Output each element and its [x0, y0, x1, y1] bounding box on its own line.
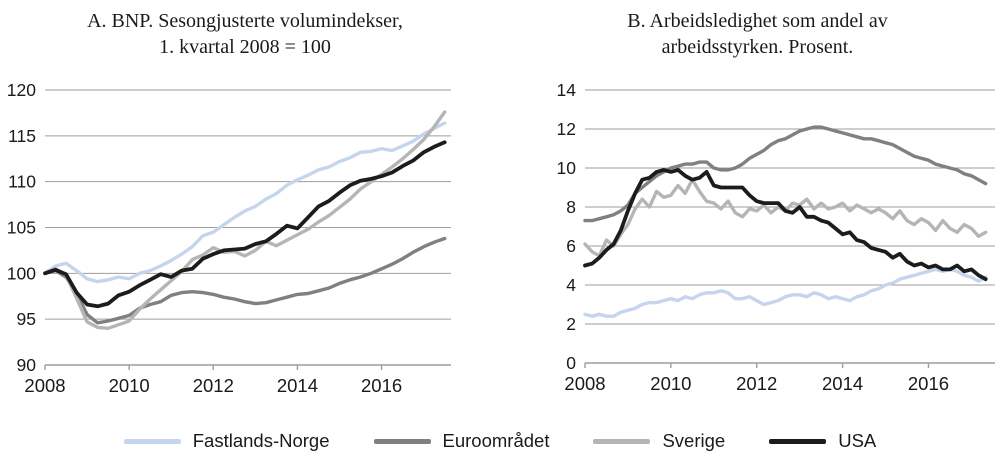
legend — [0, 430, 1000, 452]
y-tick-label: 10 — [556, 158, 576, 178]
chart-b-title — [515, 8, 1000, 60]
y-tick-label: 0 — [566, 353, 576, 373]
gridlines — [45, 90, 451, 319]
x-tick-label: 2008 — [564, 373, 606, 394]
legend-line-euroomradet-icon — [374, 439, 431, 444]
legend-line-sverige-icon — [593, 439, 650, 444]
x-tick-label: 2014 — [822, 373, 864, 394]
legend-label-fastlands-norge: Fastlands-Norge — [192, 430, 330, 451]
legend-item-fastlands-norge — [124, 430, 330, 452]
y-tick-label: 8 — [566, 197, 576, 217]
series-line-sverige — [45, 112, 445, 328]
series-line-fastlands-norge — [45, 123, 445, 282]
legend-item-euroomradet — [374, 430, 550, 452]
x-tick-label: 2008 — [24, 375, 66, 396]
y-tick-label: 6 — [566, 236, 576, 256]
y-tick-label: 115 — [8, 125, 36, 146]
chart-a-plot — [0, 68, 490, 403]
chart-a-title-line2: 1. kvartal 2008 = 100 — [159, 36, 331, 58]
chart-a-title-line1: A. BNP. Sesongjusterte volumindekser, — [87, 10, 403, 32]
y-tick-label: 110 — [8, 171, 36, 192]
y-tick-label: 14 — [556, 80, 576, 100]
y-tick-label: 2 — [566, 314, 576, 334]
chart-b-title-line1: B. Arbeidsledighet som andel av — [627, 10, 888, 32]
series-line-fastlands-norge — [585, 269, 986, 316]
x-tick-label: 2014 — [276, 375, 319, 396]
series-line-sverige — [585, 180, 986, 256]
x-axis — [45, 365, 451, 370]
chart-a-canvas — [0, 68, 490, 408]
chart-b-canvas — [490, 68, 1000, 408]
chart-b-plot — [490, 68, 1000, 403]
x-tick-label: 2016 — [361, 375, 403, 396]
legend-label-euroomradet: Euroområdet — [442, 430, 550, 451]
x-tick-label: 2012 — [192, 375, 234, 396]
chart-b-title-line2: arbeidsstyrken. Prosent. — [661, 36, 854, 58]
y-tick-label: 100 — [6, 263, 36, 284]
legend-label-sverige: Sverige — [662, 430, 726, 451]
x-tick-label: 2010 — [650, 373, 692, 394]
legend-line-fastlands-norge-icon — [124, 439, 181, 444]
chart-a-title — [0, 8, 490, 60]
legend-line-usa-icon — [769, 439, 826, 444]
x-tick-label: 2010 — [108, 375, 150, 396]
x-axis — [585, 363, 995, 368]
y-tick-label: 12 — [556, 119, 576, 139]
x-tick-label: 2016 — [907, 373, 950, 394]
y-tick-label: 90 — [16, 355, 36, 375]
y-tick-label: 120 — [6, 80, 36, 100]
legend-label-usa: USA — [838, 430, 877, 451]
legend-item-usa — [769, 430, 876, 452]
y-tick-label: 105 — [6, 217, 36, 238]
legend-item-sverige — [593, 430, 725, 452]
x-tick-label: 2012 — [736, 373, 778, 394]
y-tick-label: 4 — [566, 275, 576, 295]
y-tick-label: 95 — [16, 309, 36, 330]
